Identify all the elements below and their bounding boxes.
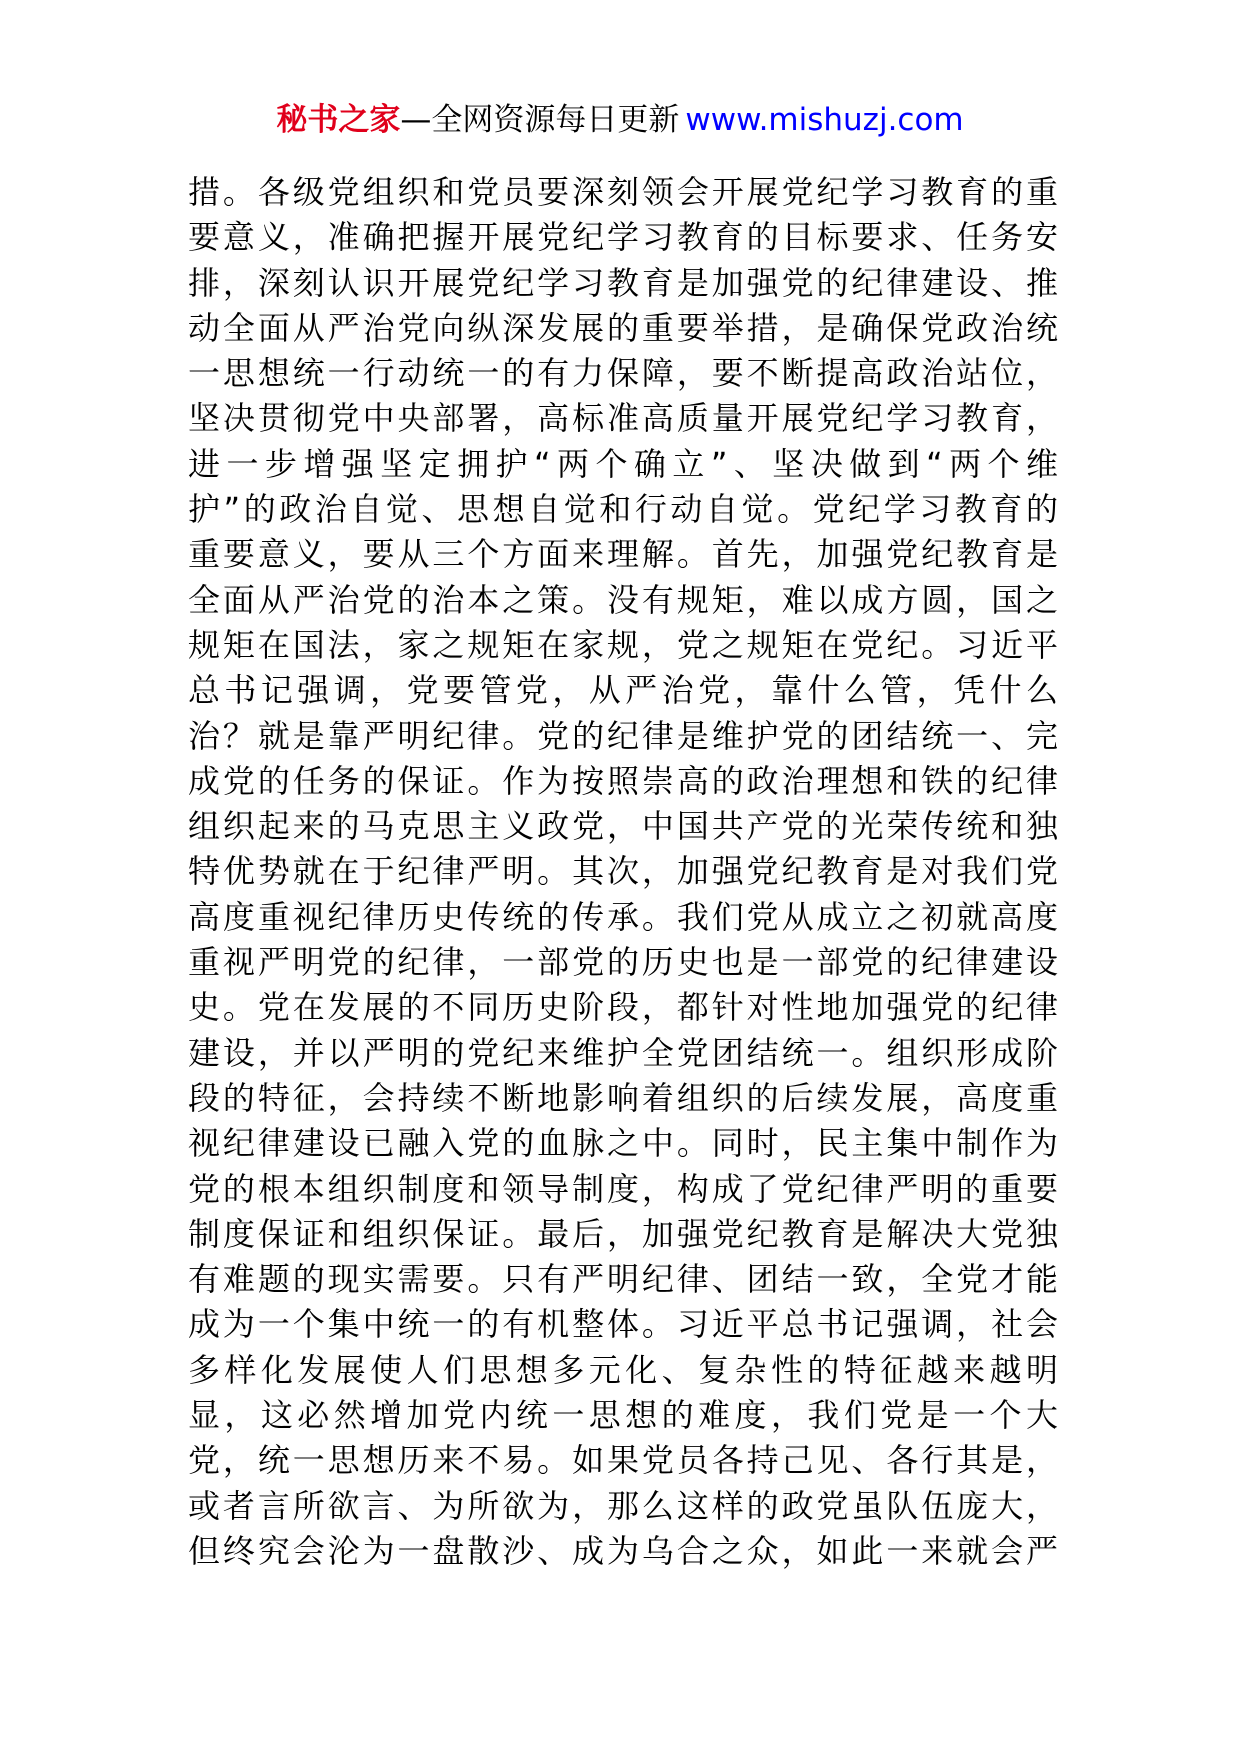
text-line: 治？就是靠严明纪律。党的纪律是维护党的团结统一、完 <box>188 716 1058 755</box>
text-line: 史。党在发展的不同历史阶段，都针对性地加强党的纪律 <box>188 988 1058 1027</box>
text-line: 规矩在国法，家之规矩在家规，党之规矩在党纪。习近平 <box>188 625 1058 664</box>
text-line: 坚决贯彻党中央部署，高标准高质量开展党纪学习教育， <box>188 399 1058 438</box>
website-url[interactable]: www.mishuzj.com <box>685 102 964 138</box>
text-line: 重要意义，要从三个方面来理解。首先，加强党纪教育是 <box>188 535 1058 574</box>
text-line: 重视严明党的纪律，一部党的历史也是一部党的纪律建设 <box>188 943 1058 982</box>
text-line: 或者言所欲言、为所欲为，那么这样的政党虽队伍庞大， <box>188 1486 1058 1525</box>
text-line: 但终究会沦为一盘散沙、成为乌合之众，如此一来就会严 <box>188 1531 1058 1570</box>
text-line: 视纪律建设已融入党的血脉之中。同时，民主集中制作为 <box>188 1124 1058 1163</box>
text-line: 一思想统一行动统一的有力保障，要不断提高政治站位， <box>188 354 1058 393</box>
page-header <box>0 98 1240 142</box>
text-line: 成党的任务的保证。作为按照崇高的政治理想和铁的纪律 <box>188 761 1058 800</box>
text-line: 成为一个集中统一的有机整体。习近平总书记强调，社会 <box>188 1305 1058 1344</box>
text-line: 党，统一思想历来不易。如果党员各持己见、各行其是， <box>188 1441 1058 1480</box>
text-line: 进一步增强坚定拥护“两个确立”、坚决做到“两个维 <box>188 444 1058 483</box>
text-line: 特优势就在于纪律严明。其次，加强党纪教育是对我们党 <box>188 852 1058 891</box>
text-line: 全面从严治党的治本之策。没有规矩，难以成方圆，国之 <box>188 580 1058 619</box>
header-tagline: —全网资源每日更新 <box>400 102 680 138</box>
document-body <box>188 170 1058 1574</box>
text-line: 显，这必然增加党内统一思想的难度，我们党是一个大 <box>188 1396 1058 1435</box>
text-line: 制度保证和组织保证。最后，加强党纪教育是解决大党独 <box>188 1214 1058 1253</box>
text-line: 多样化发展使人们思想多元化、复杂性的特征越来越明 <box>188 1350 1058 1389</box>
text-line: 护”的政治自觉、思想自觉和行动自觉。党纪学习教育的 <box>188 490 1058 529</box>
text-line: 高度重视纪律历史传统的传承。我们党从成立之初就高度 <box>188 897 1058 936</box>
text-line: 措。各级党组织和党员要深刻领会开展党纪学习教育的重 <box>188 173 1058 211</box>
text-line: 排，深刻认识开展党纪学习教育是加强党的纪律建设、推 <box>188 263 1058 302</box>
text-line: 组织起来的马克思主义政党，中国共产党的光荣传统和独 <box>188 807 1058 846</box>
text-line: 段的特征，会持续不断地影响着组织的后续发展，高度重 <box>188 1078 1058 1117</box>
text-line: 有难题的现实需要。只有严明纪律、团结一致，全党才能 <box>188 1260 1058 1299</box>
text-line: 动全面从严治党向纵深发展的重要举措，是确保党政治统 <box>188 308 1058 347</box>
text-line: 建设，并以严明的党纪来维护全党团结统一。组织形成阶 <box>188 1033 1058 1072</box>
text-line: 总书记强调，党要管党，从严治党，靠什么管，凭什么 <box>188 671 1058 710</box>
text-line: 要意义，准确把握开展党纪学习教育的目标要求、任务安 <box>188 218 1058 257</box>
brand-name: 秘书之家 <box>276 102 401 138</box>
text-line: 党的根本组织制度和领导制度，构成了党纪律严明的重要 <box>188 1169 1058 1208</box>
